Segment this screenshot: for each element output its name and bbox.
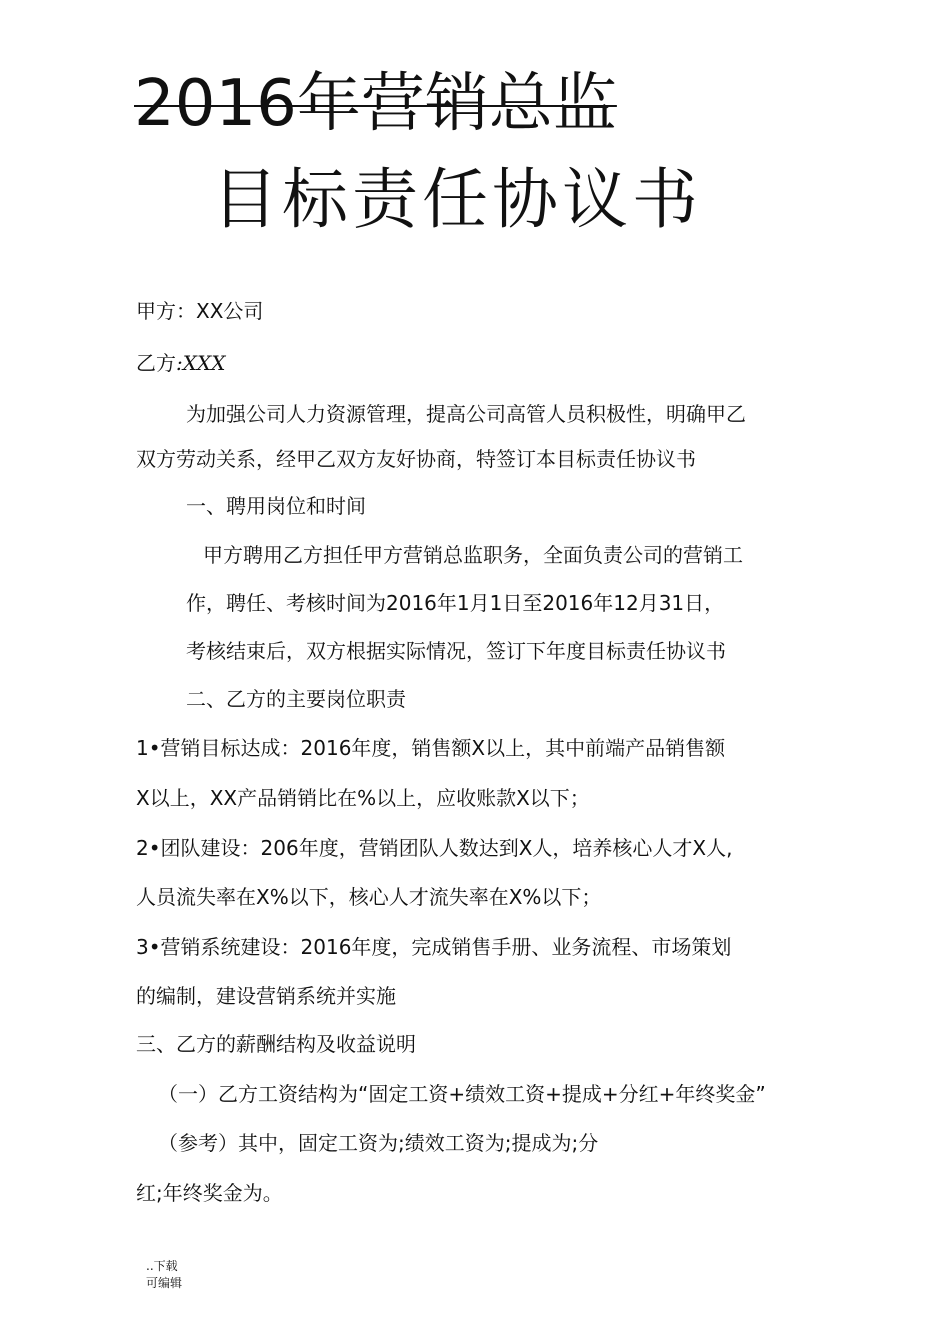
- section-3-line-3: 红;年终奖金为。: [136, 1181, 283, 1205]
- party-b-value: :XXX: [176, 351, 226, 375]
- party-a-value: XX公司: [196, 299, 264, 323]
- section-2-item-3-line-1: 3•营销系统建设：2016年度，完成销售手册、业务流程、市场策划: [136, 935, 732, 959]
- section-2-item-2-line-2: 人员流失率在X%以下，核心人才流失率在X%以下；: [136, 885, 602, 909]
- section-2-item-3-line-2: 的编制，建设营销系统并实施: [136, 984, 396, 1008]
- section-2-item-1-line-2: X以上，XX产品销销比在%以上，应收账款X以下；: [136, 786, 590, 810]
- section-3-line-1: （一）乙方工资结构为“固定工资+绩效工资+提成+分红+年终奖金”: [158, 1082, 766, 1106]
- party-a: [136, 298, 263, 324]
- section-1-line-3: 考核结束后，双方根据实际情况，签订下年度目标责任协议书: [186, 639, 726, 663]
- party-b: [136, 350, 225, 376]
- title-line-2: 目标责任协议书: [212, 161, 702, 238]
- footer-editable: 可编辑: [146, 1276, 183, 1290]
- section-1-line-2: 作，聘任、考核时间为2016年1月1日至2016年12月31日，: [186, 591, 725, 615]
- section-3-heading: 三、乙方的薪酬结构及收益说明: [136, 1032, 416, 1056]
- section-2-item-1-line-1: 1•营销目标达成：2016年度，销售额X以上，其中前端产品销售额: [136, 736, 726, 760]
- section-3-line-2: （参考）其中，固定工资为;绩效工资为;提成为;分: [158, 1131, 599, 1155]
- section-2-item-2-line-1: 2•团队建设：206年度，营销团队人数达到X人，培养核心人才X人,: [136, 836, 733, 860]
- section-2-heading: 二、乙方的主要岗位职责: [186, 687, 406, 711]
- section-1-line-1: 甲方聘用乙方担任甲方营销总监职务，全面负责公司的营销工: [203, 543, 743, 567]
- intro-line-2: 双方劳动关系，经甲乙双方友好协商，特签订本目标责任协议书: [136, 447, 696, 471]
- footer-download: ..下载: [146, 1259, 178, 1273]
- section-1-heading: 一、聘用岗位和时间: [186, 494, 366, 518]
- party-a-label: 甲方：: [136, 299, 196, 323]
- title-line-1: 2016年营销总监: [134, 67, 617, 141]
- party-b-label: 乙方: [136, 351, 176, 375]
- intro-line-1: 为加强公司人力资源管理，提高公司高管人员积极性，明确甲乙: [186, 402, 746, 426]
